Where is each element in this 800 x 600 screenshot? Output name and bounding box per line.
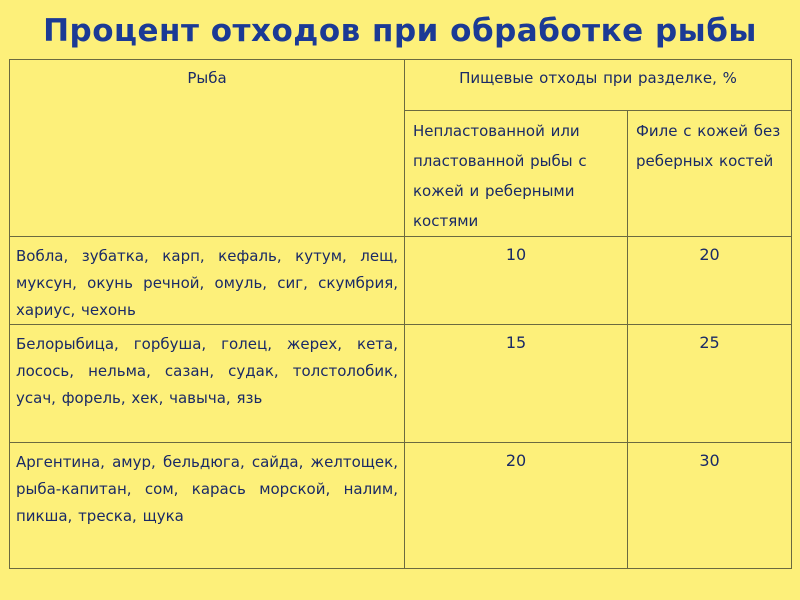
fish-names-cell: Белорыбица, горбуша, голец, жерех, кета, лосось, нельма, сазан, судак, толстолобик, усач, форель, хек, чавыча, язь: [10, 325, 405, 443]
table-row: [10, 325, 792, 443]
table-row: [10, 237, 792, 325]
table-row: [10, 443, 792, 569]
header-col-unfilleted: Непластованной или пластованной рыбы с кожей и реберными костями: [405, 111, 628, 237]
header-fish: Рыба: [10, 60, 405, 237]
fish-names-cell: Вобла, зубатка, карп, кефаль, кутум, лещ, муксун, окунь речной, омуль, сиг, скумбрия, хариус, чехонь: [10, 237, 405, 325]
waste-unfilleted-cell: 15: [405, 325, 628, 443]
waste-fillet-cell: 25: [628, 325, 792, 443]
waste-fillet-cell: 30: [628, 443, 792, 569]
waste-unfilleted-cell: 10: [405, 237, 628, 325]
waste-unfilleted-cell: 20: [405, 443, 628, 569]
header-row: [10, 60, 792, 111]
header-col-fillet: Филе с кожей без реберных костей: [628, 111, 792, 237]
waste-fillet-cell: 20: [628, 237, 792, 325]
fish-waste-table: [9, 59, 792, 569]
fish-names-cell: Аргентина, амур, бельдюга, сайда, желтощек, рыба-капитан, сом, карась морской, налим, пикша, треска, щука: [10, 443, 405, 569]
header-waste: Пищевые отходы при разделке, %: [405, 60, 792, 111]
page-title: Процент отходов при обработке рыбы: [43, 13, 757, 49]
